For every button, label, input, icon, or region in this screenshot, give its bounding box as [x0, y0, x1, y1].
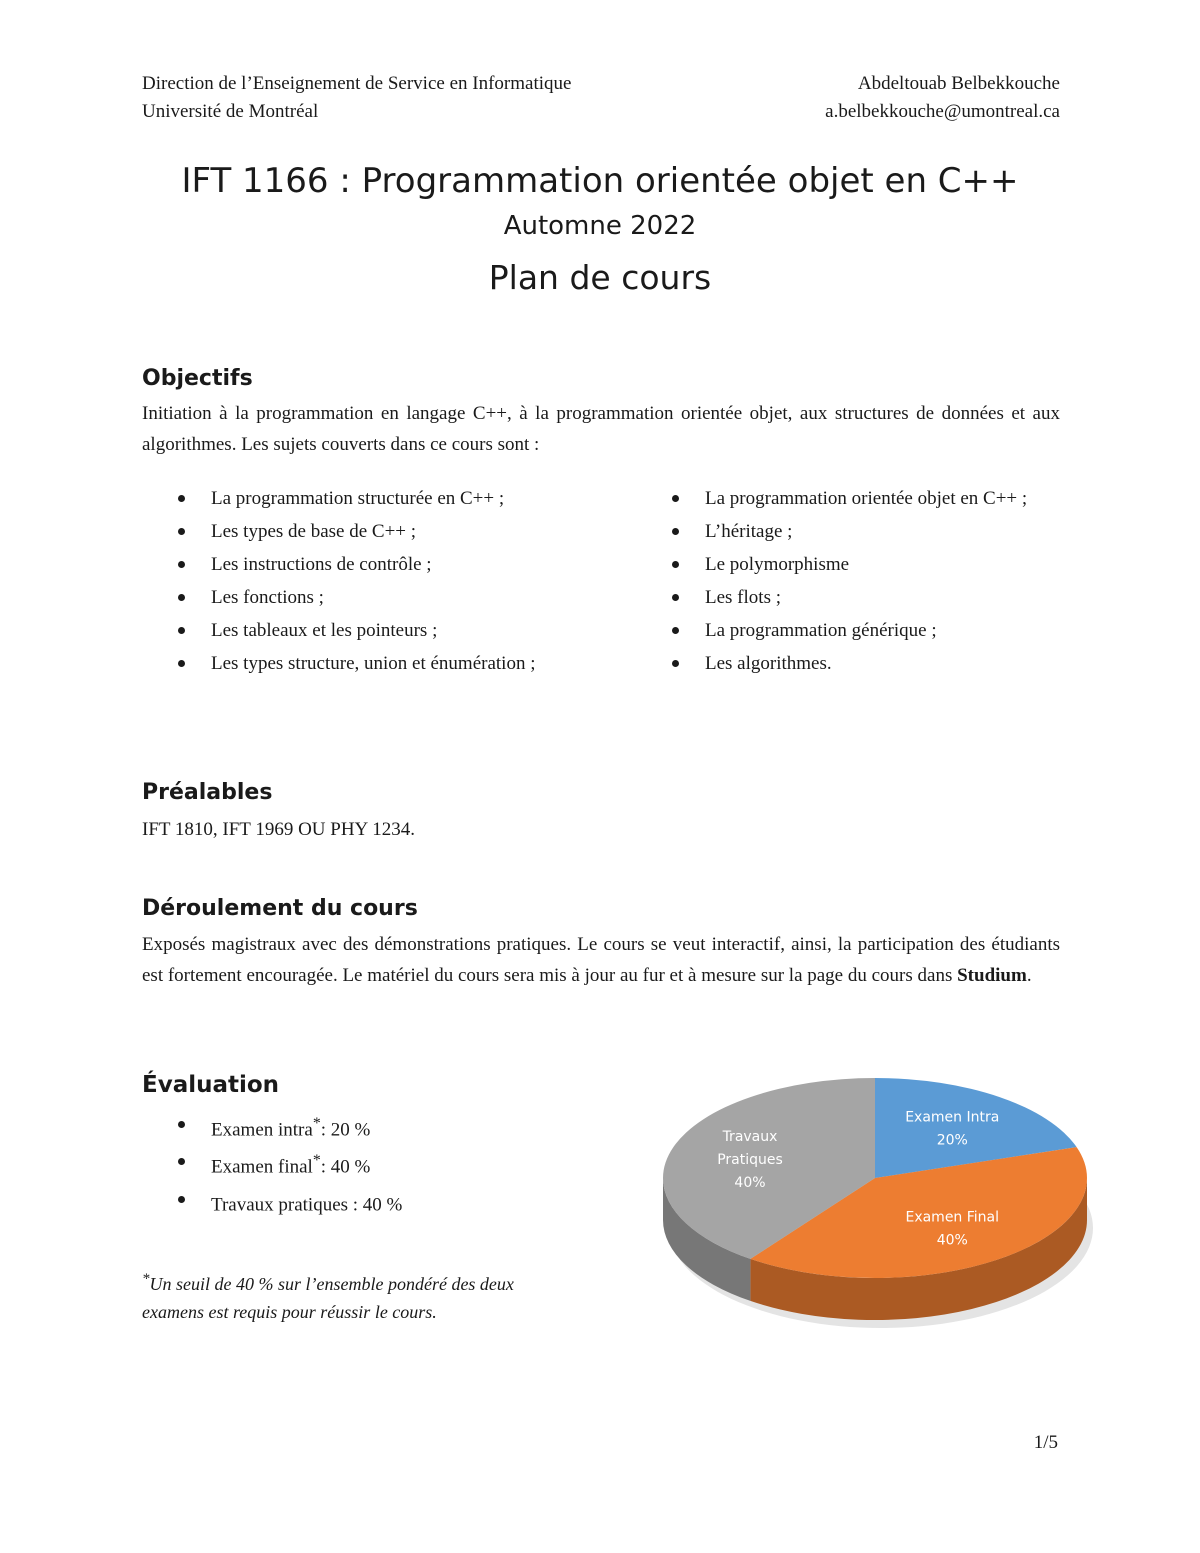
evaluation-item-before: Examen final: [211, 1156, 313, 1178]
topic-right-item: [636, 647, 1060, 680]
deroulement-text: [142, 929, 1060, 991]
topic-left-item: [142, 614, 562, 647]
topic-left-item-label: Les fonctions ;: [211, 587, 324, 608]
topic-left-item: [142, 482, 562, 515]
header-left: [142, 70, 571, 126]
course-term: Automne 2022: [503, 211, 697, 241]
pie-category-label: Examen Intra: [905, 1109, 1000, 1126]
evaluation-item-star: *: [312, 1152, 321, 1170]
topics-list-left: [142, 482, 562, 680]
topic-right-item-label: L’héritage ;: [705, 521, 793, 542]
topic-left-item-label: Les types de base de C++ ;: [211, 521, 417, 542]
evaluation-pie-chart: [652, 1060, 1098, 1330]
pie-value-label: 40%: [734, 1174, 766, 1191]
deroulement-text-end: .: [1026, 965, 1032, 986]
topic-left-item: [142, 515, 562, 548]
topic-right-item-label: Les flots ;: [705, 587, 781, 608]
deroulement-heading: Déroulement du cours: [142, 896, 418, 921]
topic-left-item-label: Les types structure, union et énumération ;: [211, 653, 536, 674]
evaluation-item: [142, 1108, 582, 1145]
bullet-icon: [178, 627, 185, 634]
pie-value-label: 20%: [936, 1132, 968, 1149]
deroulement-text-body: Exposés magistraux avec des démonstrations pratiques. Le cours se veut interactif, ainsi, la participation des étudiants est fortement encouragée. Le matériel du cours sera mis à jour au fur et à mesure sur la page du cours dans: [142, 934, 1060, 986]
evaluation-heading: Évaluation: [142, 1072, 280, 1098]
bullet-icon: [672, 528, 679, 535]
author-name: Abdeltouab Belbekkouche: [857, 73, 1060, 94]
plan-heading: Plan de cours: [488, 258, 712, 297]
topic-left-item: [142, 647, 562, 680]
author-email: a.belbekkouche@umontreal.ca: [825, 101, 1060, 122]
bullet-icon: [178, 1158, 185, 1165]
bullet-icon: [178, 1121, 185, 1128]
bullet-icon: [672, 660, 679, 667]
topic-right-item-label: Les algorithmes.: [705, 653, 832, 674]
topic-left-item-label: Les tableaux et les pointeurs ;: [211, 620, 438, 641]
topic-left-item: [142, 581, 562, 614]
header-right: [825, 70, 1060, 126]
evaluation-item: [142, 1183, 582, 1220]
topic-left-item-label: Les instructions de contrôle ;: [211, 554, 432, 575]
bullet-icon: [178, 594, 185, 601]
bullet-icon: [178, 1196, 185, 1203]
evaluation-item: [142, 1145, 582, 1182]
page-number: 1/5: [1033, 1432, 1058, 1453]
course-title: IFT 1166 : Programmation orientée objet en C++: [181, 161, 1019, 201]
topic-right-item: [636, 482, 1060, 515]
topic-right-item: [636, 548, 1060, 581]
prealables-text: IFT 1810, IFT 1969 OU PHY 1234.: [142, 819, 416, 840]
evaluation-list: [142, 1108, 582, 1220]
studium-name: Studium: [957, 965, 1027, 986]
title-block: [0, 158, 1200, 300]
bullet-icon: [178, 528, 185, 535]
pie-value-label: 40%: [936, 1232, 968, 1249]
bullet-icon: [672, 627, 679, 634]
bullet-icon: [672, 561, 679, 568]
topic-left-item-label: La programmation structurée en C++ ;: [211, 488, 505, 509]
topic-right-item: [636, 614, 1060, 647]
evaluation-item-before: Examen intra: [211, 1119, 313, 1141]
university-name: Université de Montréal: [142, 101, 319, 122]
pie-category-label: Pratiques: [717, 1151, 783, 1168]
objectifs-text: Initiation à la programmation en langage C++, à la programmation orientée objet, aux structures de données et aux algorithmes. Les sujets couverts dans ce cours sont :: [142, 403, 1060, 455]
bullet-icon: [672, 495, 679, 502]
topic-right-item: [636, 515, 1060, 548]
footnote-star: *: [142, 1271, 150, 1287]
department-name: Direction de l’Enseignement de Service en Informatique: [142, 73, 572, 94]
evaluation-item-star: *: [312, 1115, 321, 1132]
evaluation-footnote: [142, 1265, 522, 1326]
prealables-heading: Préalables: [142, 780, 273, 805]
bullet-icon: [178, 660, 185, 667]
topic-right-item: [636, 581, 1060, 614]
topic-right-item-label: La programmation orientée objet en C++ ;: [705, 488, 1028, 509]
footnote-text: Un seuil de 40 % sur l’ensemble pondéré des deux examens est requis pour réussir le cours.: [142, 1274, 514, 1322]
topic-right-item-label: Le polymorphisme: [705, 554, 850, 575]
topic-right-item-label: La programmation générique ;: [705, 620, 937, 641]
evaluation-item-after: : 20 %: [320, 1119, 371, 1141]
bullet-icon: [178, 495, 185, 502]
evaluation-item-after: : 40 %: [320, 1156, 371, 1178]
topics-list-right: [636, 482, 1060, 680]
pie-category-label: Examen Final: [905, 1209, 1000, 1226]
objectifs-heading: Objectifs: [142, 366, 253, 391]
evaluation-item-before: Travaux pratiques : 40 %: [211, 1193, 403, 1215]
bullet-icon: [178, 561, 185, 568]
bullet-icon: [672, 594, 679, 601]
pie-category-label: Travaux: [722, 1128, 778, 1145]
topic-left-item: [142, 548, 562, 581]
